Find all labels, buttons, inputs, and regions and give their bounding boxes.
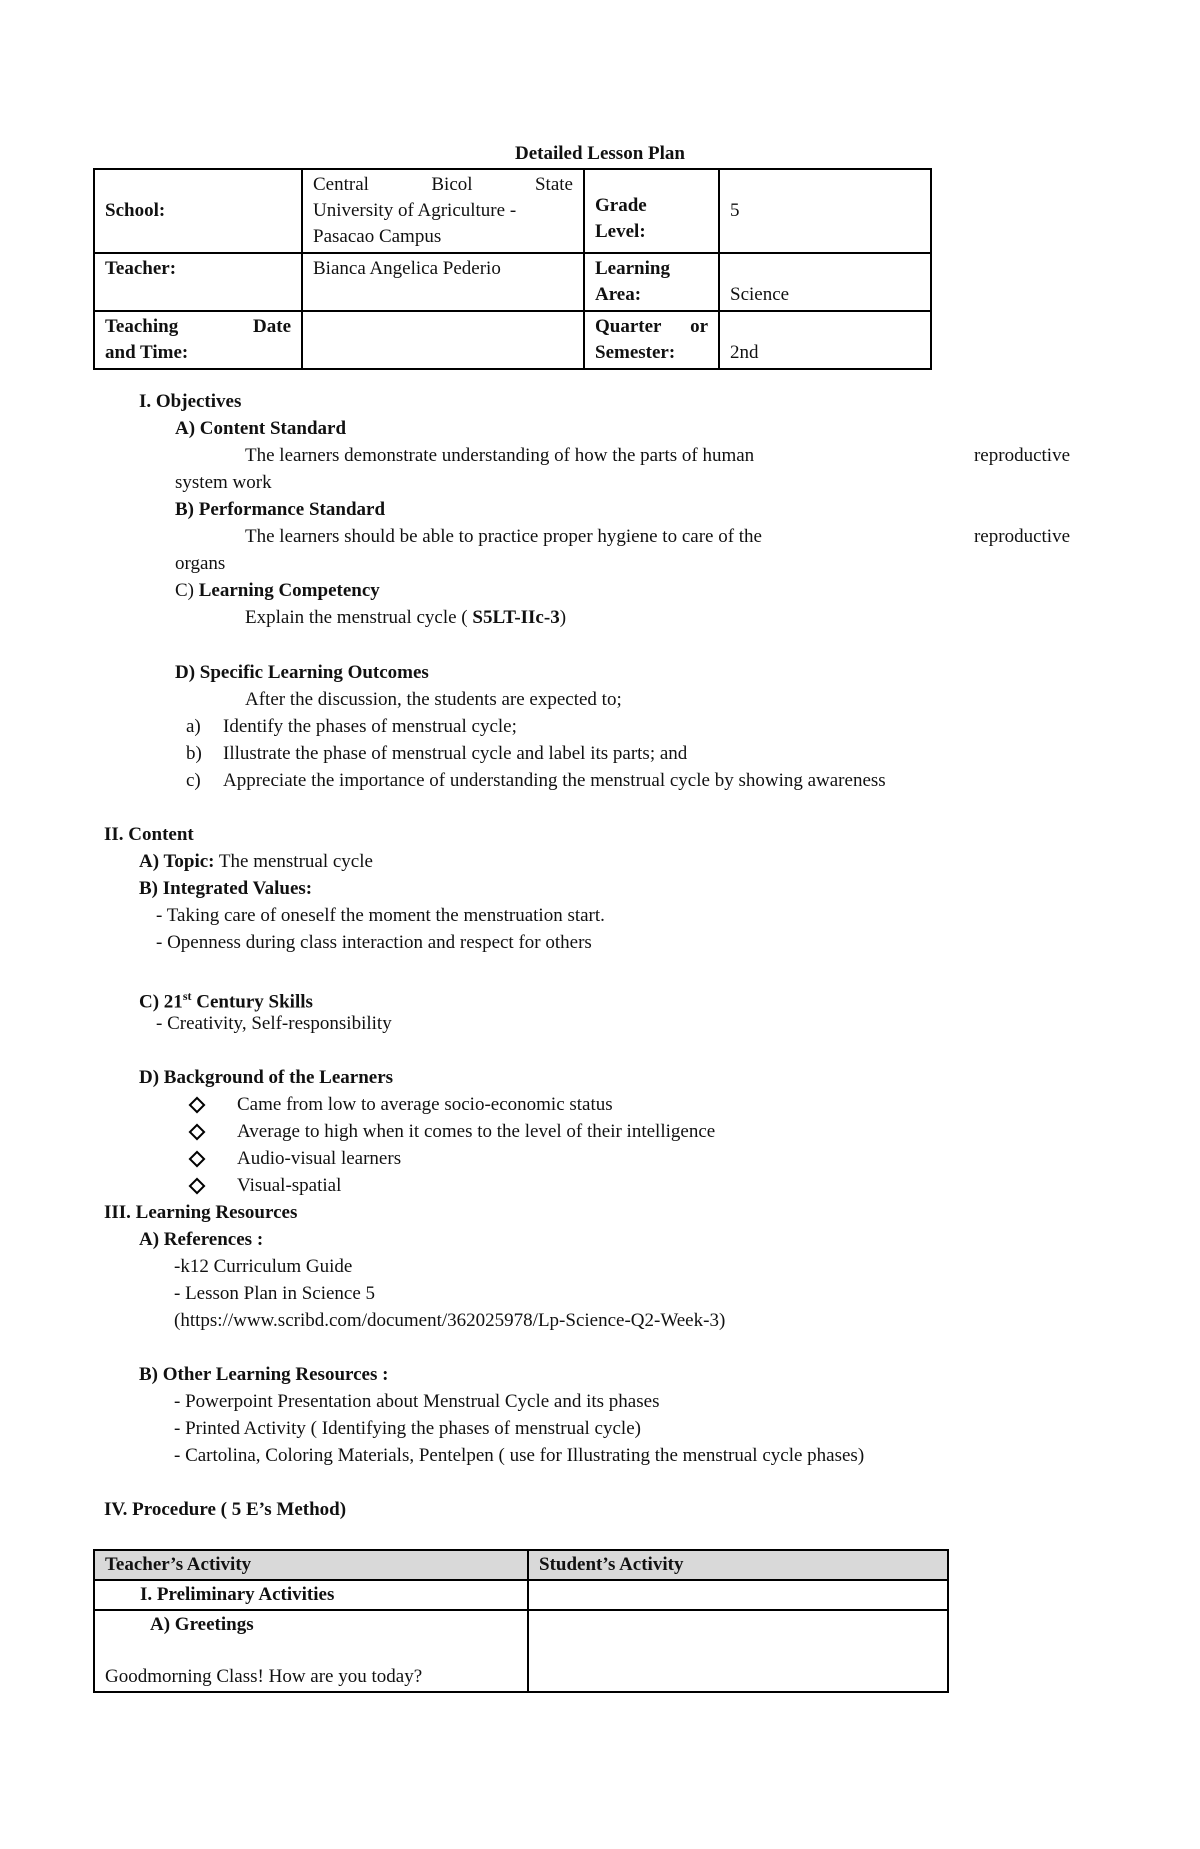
quarter-label: Quarter or Semester: xyxy=(584,311,719,369)
table-row xyxy=(94,1580,948,1610)
other-resource-item: - Printed Activity ( Identifying the phases of menstrual cycle) xyxy=(174,1418,641,1439)
list-item: Average to high when it comes to the level of their intelligence xyxy=(94,1118,715,1145)
quarter-value: 2nd xyxy=(719,311,931,369)
outcomes-intro: After the discussion, the students are expected to; xyxy=(245,689,622,710)
integrated-values-heading: B) Integrated Values: xyxy=(139,878,313,899)
content-heading: II. Content xyxy=(104,824,194,845)
century-skills-value: - Creativity, Self-responsibility xyxy=(156,1013,392,1034)
other-resources-heading: B) Other Learning Resources : xyxy=(139,1364,389,1385)
teacher-label: Teacher: xyxy=(94,253,302,311)
outcomes-list xyxy=(170,713,886,794)
date-time-value xyxy=(302,311,584,369)
century-skills-heading: C) 21st Century Skills xyxy=(139,989,313,1013)
teacher-activity-header: Teacher’s Activity xyxy=(94,1550,528,1580)
learning-competency-heading: C) Learning Competency xyxy=(175,580,380,601)
content-section xyxy=(104,821,194,848)
background-list xyxy=(94,1091,715,1199)
school-line-3: Pasacao Campus xyxy=(313,226,442,247)
skills-block xyxy=(139,983,392,1037)
performance-standard-word: reproductive xyxy=(973,526,1070,547)
procedure-table xyxy=(93,1549,949,1693)
integrated-value-item: - Openness during class interaction and respect for others xyxy=(156,932,592,953)
reference-item: (https://www.scribd.com/document/362025978/Lp-Science-Q2-Week-3) xyxy=(174,1310,726,1331)
topic-line: A) Topic: The menstrual cycle xyxy=(139,851,373,872)
learning-competency-text: Explain the menstrual cycle ( S5LT-IIc-3) xyxy=(245,607,567,628)
grade-label: Grade Level: xyxy=(584,169,719,253)
outcomes-heading: D) Specific Learning Outcomes xyxy=(175,662,429,683)
resources-heading: III. Learning Resources xyxy=(104,1202,298,1223)
references-block xyxy=(139,1226,725,1334)
table-row xyxy=(94,1610,948,1692)
other-resource-item: - Powerpoint Presentation about Menstrual Cycle and its phases xyxy=(174,1391,660,1412)
greeting-line: Goodmorning Class! How are you today? xyxy=(105,1666,423,1687)
competency-code: S5LT-IIc-3 xyxy=(472,607,560,628)
performance-standard-text: The learners should be able to practice proper hygiene to care of the xyxy=(245,526,762,547)
content-standard-text: The learners demonstrate understanding of how the parts of human xyxy=(245,445,755,466)
school-label: School: xyxy=(94,169,302,253)
reference-item: - Lesson Plan in Science 5 xyxy=(174,1283,376,1304)
content-standard-word: reproductive xyxy=(973,445,1070,466)
diamond-bullet-icon xyxy=(189,1096,206,1113)
objectives-heading: I. Objectives xyxy=(139,391,242,412)
school-word-3: State xyxy=(534,174,573,195)
list-item: a) Identify the phases of menstrual cycle; xyxy=(186,716,517,737)
list-item: b) Illustrate the phase of menstrual cycle and label its parts; and xyxy=(186,743,688,764)
integrated-value-item: - Taking care of oneself the moment the menstruation start. xyxy=(156,905,605,926)
school-line-2: University of Agriculture - xyxy=(313,200,517,221)
school-value xyxy=(302,169,584,253)
procedure-heading: IV. Procedure ( 5 E’s Method) xyxy=(104,1499,347,1520)
preliminary-activities: I. Preliminary Activities xyxy=(94,1580,528,1610)
procedure-section xyxy=(104,1496,346,1523)
diamond-bullet-icon xyxy=(189,1150,206,1167)
learning-area-label: Learning Area: xyxy=(584,253,719,311)
date-time-label: Teaching Date and Time: xyxy=(94,311,302,369)
student-cell xyxy=(528,1580,948,1610)
specific-outcomes xyxy=(175,659,622,713)
learning-area-value: Science xyxy=(719,253,931,311)
objectives-section xyxy=(139,388,241,415)
background-block xyxy=(139,1064,393,1091)
student-cell xyxy=(528,1610,948,1692)
school-word-2: Bicol xyxy=(431,174,473,195)
page-title: Detailed Lesson Plan xyxy=(515,143,685,164)
list-item: Came from low to average socio-economic status xyxy=(94,1091,715,1118)
greetings-heading: A) Greetings xyxy=(150,1614,254,1635)
content-standard-heading: A) Content Standard xyxy=(175,418,347,439)
teacher-value: Bianca Angelica Pederio xyxy=(302,253,584,311)
student-activity-header: Student’s Activity xyxy=(528,1550,948,1580)
content-body xyxy=(139,848,605,956)
performance-standard-text-2: organs xyxy=(175,553,226,574)
list-item: Audio-visual learners xyxy=(94,1145,715,1172)
references-heading: A) References : xyxy=(139,1229,264,1250)
greetings-cell xyxy=(94,1610,528,1692)
list-item: Visual-spatial xyxy=(94,1172,715,1199)
school-word-1: Central xyxy=(313,174,369,195)
other-resources-block xyxy=(139,1361,864,1469)
performance-standard-heading: B) Performance Standard xyxy=(175,499,386,520)
content-standard-text-2: system work xyxy=(175,472,272,493)
list-item: c) Appreciate the importance of understanding the menstrual cycle by showing awareness xyxy=(186,770,886,791)
diamond-bullet-icon xyxy=(189,1123,206,1140)
grade-value: 5 xyxy=(719,169,931,253)
table-row xyxy=(94,1550,948,1580)
other-resource-item: - Cartolina, Coloring Materials, Pentelpen ( use for Illustrating the menstrual cycle phases) xyxy=(174,1445,865,1466)
content-standard xyxy=(175,415,1070,631)
diamond-bullet-icon xyxy=(189,1177,206,1194)
background-heading: D) Background of the Learners xyxy=(139,1067,394,1088)
lesson-info-table xyxy=(93,168,932,370)
reference-item: -k12 Curriculum Guide xyxy=(174,1256,353,1277)
resources-section xyxy=(104,1199,297,1226)
